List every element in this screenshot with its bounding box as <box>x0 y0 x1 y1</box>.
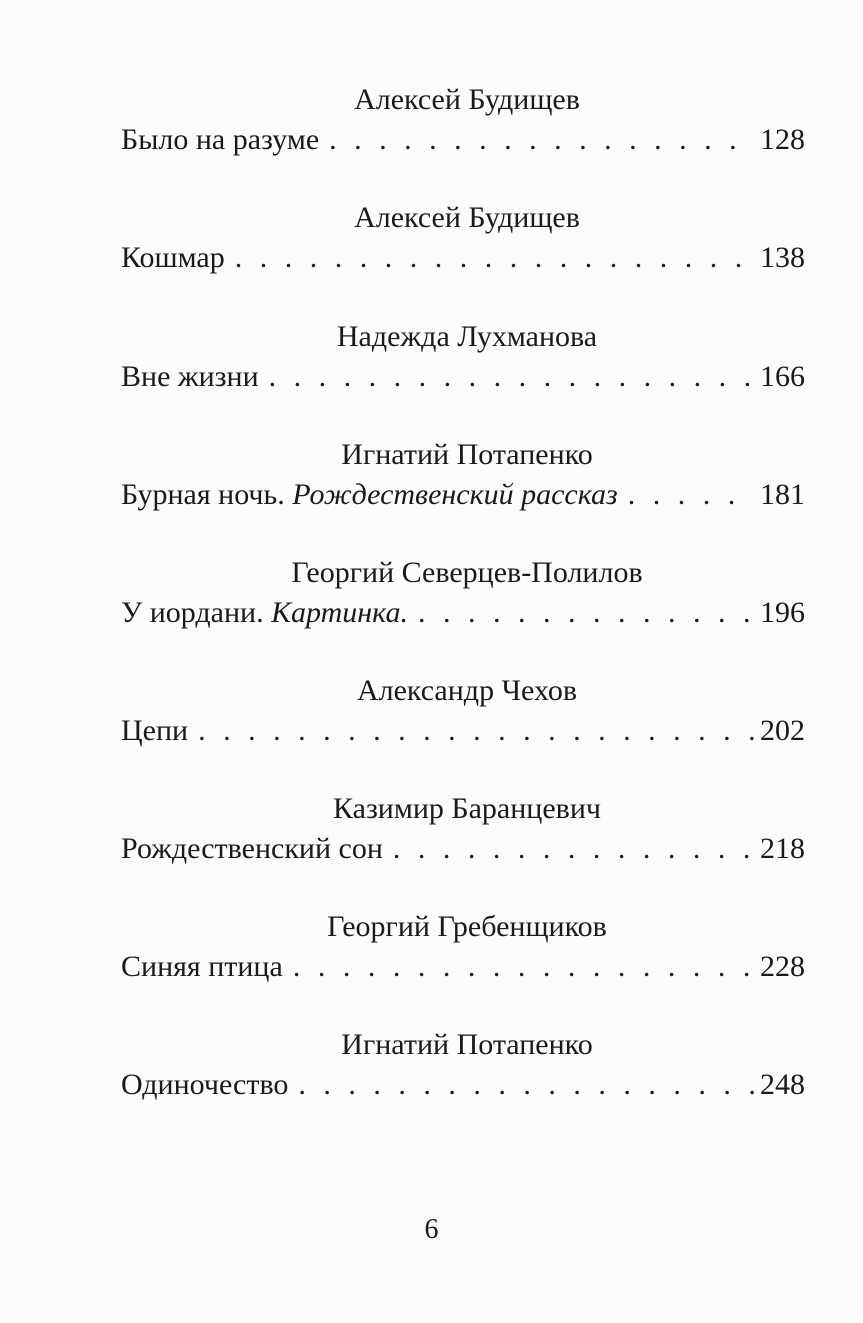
entry-title <box>121 357 259 397</box>
entry-line <box>121 120 805 160</box>
entry-page: 202 <box>760 714 805 747</box>
dot-leader <box>418 593 754 633</box>
entry-author: Казимир Баранцевич <box>333 792 601 825</box>
entry-line <box>121 593 805 633</box>
entry-author: Алексей Будищев <box>354 83 580 116</box>
entry-title-text: Синяя птица <box>121 950 283 983</box>
dot-leader <box>298 1065 754 1105</box>
dot-leader <box>198 711 754 751</box>
toc-entry <box>121 80 805 160</box>
entry-title-text: У иордани. <box>121 596 264 629</box>
entry-title <box>121 593 408 633</box>
toc-entry <box>121 198 805 278</box>
entry-title-text: Бурная ночь. <box>121 478 285 511</box>
dot-leader <box>329 120 754 160</box>
dot-leader <box>269 357 754 397</box>
entry-page: 218 <box>760 832 805 865</box>
entry-title-text: Вне жизни <box>121 360 259 393</box>
entry-title <box>121 1065 288 1105</box>
entry-title <box>121 947 283 987</box>
entry-title-text: Было на разуме <box>121 123 320 156</box>
entry-line <box>121 829 805 869</box>
entry-title-text: Кошмар <box>121 241 225 274</box>
dot-leader <box>235 238 754 278</box>
entry-author: Алексей Будищев <box>354 201 580 234</box>
toc-entry <box>121 1025 805 1105</box>
entry-author: Георгий Северцев-Полилов <box>291 556 643 589</box>
entry-title-text: Цепи <box>121 714 189 747</box>
entry-author: Игнатий Потапенко <box>341 1028 593 1061</box>
toc-entry <box>121 317 805 397</box>
dot-leader <box>628 475 754 515</box>
entry-page: 196 <box>760 596 805 629</box>
toc-entry <box>121 553 805 633</box>
toc-entry <box>121 435 805 515</box>
entry-line <box>121 475 805 515</box>
entry-title-text: Одиночество <box>121 1068 289 1101</box>
entry-line <box>121 238 805 278</box>
toc-entry <box>121 907 805 987</box>
entry-subtitle: Рождественский рассказ <box>292 478 618 511</box>
entry-title <box>121 120 319 160</box>
dot-leader <box>393 829 754 869</box>
table-of-contents <box>121 80 805 1105</box>
entry-line <box>121 357 805 397</box>
entry-title <box>121 238 225 278</box>
toc-entry <box>121 671 805 751</box>
entry-line <box>121 1065 805 1105</box>
entry-page: 181 <box>760 478 805 511</box>
dot-leader <box>293 947 754 987</box>
entry-line <box>121 711 805 751</box>
entry-author: Георгий Гребенщиков <box>327 910 607 943</box>
entry-title <box>121 475 618 515</box>
entry-title <box>121 711 188 751</box>
entry-author: Игнатий Потапенко <box>341 438 593 471</box>
toc-entry <box>121 789 805 869</box>
entry-page: 128 <box>760 123 805 156</box>
entry-line <box>121 947 805 987</box>
entry-page: 248 <box>760 1068 805 1101</box>
entry-author: Александр Чехов <box>356 674 578 707</box>
entry-page: 228 <box>760 950 805 983</box>
entry-author: Надежда Лухманова <box>336 320 598 353</box>
entry-page: 138 <box>760 241 805 274</box>
entry-subtitle: Картинка. <box>271 596 408 629</box>
entry-title <box>121 829 383 869</box>
entry-page: 166 <box>760 360 805 393</box>
entry-title-text: Рождественский сон <box>121 832 383 865</box>
page-number: 6 <box>424 1214 439 1245</box>
